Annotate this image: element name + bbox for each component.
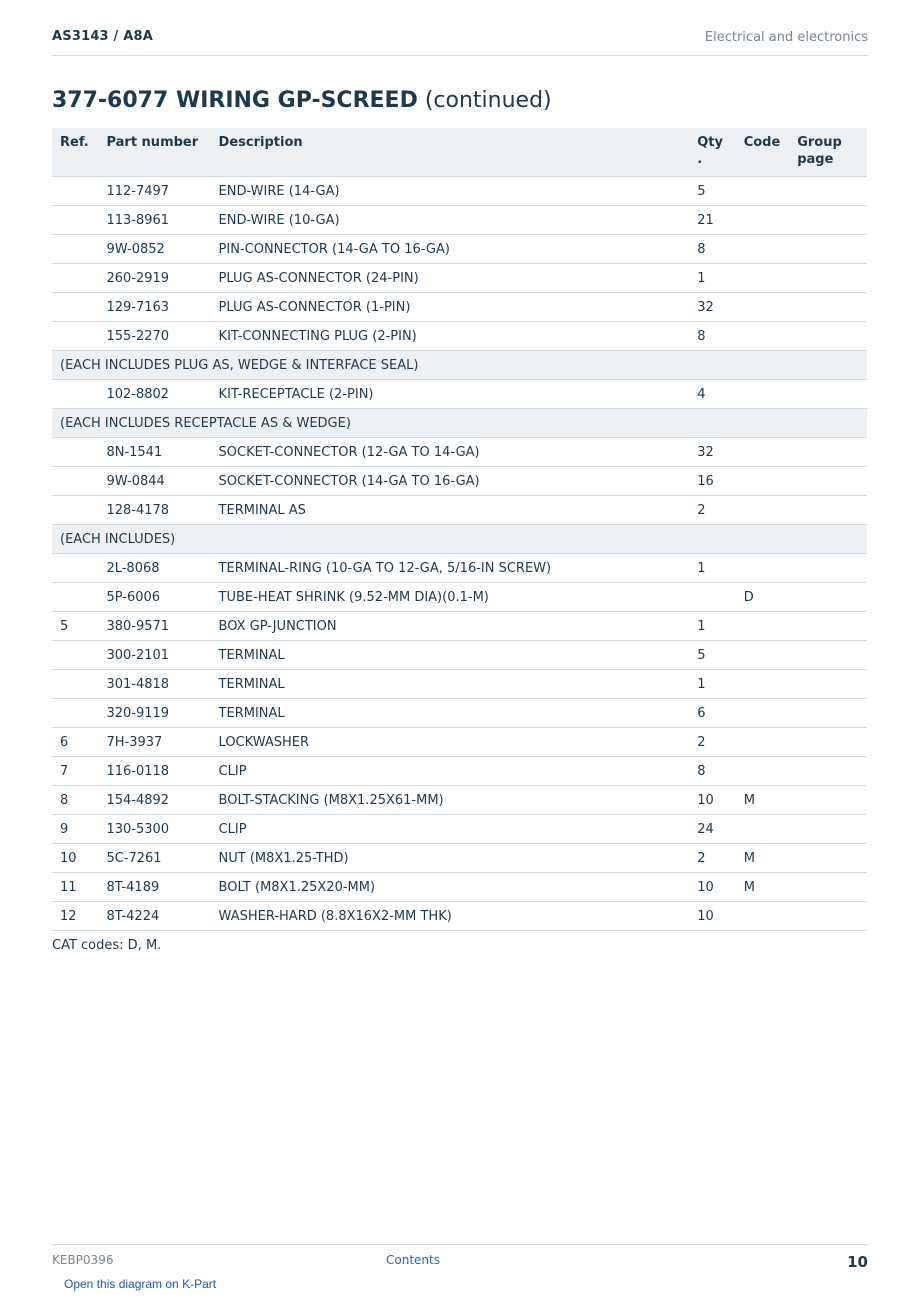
page-footer <box>52 1244 868 1295</box>
note-text: (EACH INCLUDES) <box>52 525 867 554</box>
cell-qty: 5 <box>689 641 735 670</box>
table-body <box>52 177 867 931</box>
cell-qty: 1 <box>689 554 735 583</box>
cell-qty: 2 <box>689 496 735 525</box>
cell-group-page <box>789 815 867 844</box>
contents-link[interactable]: Contents <box>386 1253 440 1267</box>
cell-code <box>736 902 790 931</box>
cell-part-number: 5C-7261 <box>98 844 210 873</box>
table-row <box>52 554 867 583</box>
table-row <box>52 264 867 293</box>
cell-qty: 10 <box>689 873 735 902</box>
cell-code <box>736 235 790 264</box>
cell-description: SOCKET-CONNECTOR (14-GA TO 16-GA) <box>211 467 690 496</box>
cell-group-page <box>789 380 867 409</box>
cell-description: BOLT-STACKING (M8X1.25X61-MM) <box>211 786 690 815</box>
document-id: AS3143 / A8A <box>52 29 153 44</box>
cell-code <box>736 757 790 786</box>
table-row <box>52 293 867 322</box>
cell-group-page <box>789 177 867 206</box>
table-row <box>52 438 867 467</box>
cell-description: PLUG AS-CONNECTOR (1-PIN) <box>211 293 690 322</box>
cell-qty: 1 <box>689 670 735 699</box>
cell-qty: 10 <box>689 902 735 931</box>
cell-code: M <box>736 786 790 815</box>
cell-part-number: 112-7497 <box>98 177 210 206</box>
cell-description: CLIP <box>211 757 690 786</box>
cell-part-number: 116-0118 <box>98 757 210 786</box>
table-row <box>52 815 867 844</box>
cell-part-number: 5P-6006 <box>98 583 210 612</box>
table-row <box>52 873 867 902</box>
cell-description: PIN-CONNECTOR (14-GA TO 16-GA) <box>211 235 690 264</box>
cell-qty: 4 <box>689 380 735 409</box>
cell-group-page <box>789 583 867 612</box>
cell-qty <box>689 583 735 612</box>
cell-ref <box>52 699 98 728</box>
cell-ref <box>52 380 98 409</box>
cell-code <box>736 293 790 322</box>
cell-description: BOLT (M8X1.25X20-MM) <box>211 873 690 902</box>
table-row <box>52 641 867 670</box>
cell-description: TERMINAL <box>211 641 690 670</box>
section-name: Electrical and electronics <box>704 30 868 45</box>
cell-part-number: 8N-1541 <box>98 438 210 467</box>
page-header <box>52 27 868 56</box>
cat-codes-note: CAT codes: D, M. <box>52 938 162 953</box>
cell-group-page <box>789 786 867 815</box>
table-row <box>52 467 867 496</box>
cell-code: M <box>736 873 790 902</box>
cell-part-number: 9W-0844 <box>98 467 210 496</box>
cell-ref: 11 <box>52 873 98 902</box>
cell-ref <box>52 206 98 235</box>
cell-part-number: 300-2101 <box>98 641 210 670</box>
cell-ref <box>52 438 98 467</box>
cell-group-page <box>789 757 867 786</box>
cell-part-number: 130-5300 <box>98 815 210 844</box>
table-row <box>52 206 867 235</box>
cell-group-page <box>789 902 867 931</box>
cell-part-number: 2L-8068 <box>98 554 210 583</box>
cell-ref <box>52 177 98 206</box>
open-diagram-link[interactable]: Open this diagram on K-Part <box>64 1277 217 1291</box>
cell-group-page <box>789 641 867 670</box>
table-row <box>52 235 867 264</box>
cell-qty: 6 <box>689 699 735 728</box>
cell-qty: 8 <box>689 322 735 351</box>
cell-description: PLUG AS-CONNECTOR (24-PIN) <box>211 264 690 293</box>
cell-code <box>736 177 790 206</box>
cell-description: TERMINAL AS <box>211 496 690 525</box>
cell-description: TERMINAL-RING (10-GA TO 12-GA, 5/16-IN SCREW) <box>211 554 690 583</box>
cell-ref <box>52 496 98 525</box>
cell-ref <box>52 293 98 322</box>
cell-group-page <box>789 699 867 728</box>
table-note-row <box>52 409 867 438</box>
cell-group-page <box>789 293 867 322</box>
cell-part-number: 128-4178 <box>98 496 210 525</box>
cell-qty: 1 <box>689 612 735 641</box>
cell-qty: 5 <box>689 177 735 206</box>
cell-part-number: 129-7163 <box>98 293 210 322</box>
cell-description: CLIP <box>211 815 690 844</box>
cell-group-page <box>789 322 867 351</box>
parts-table <box>52 128 867 931</box>
column-header-qty: Qty . <box>689 128 735 177</box>
table-row <box>52 177 867 206</box>
cell-ref: 7 <box>52 757 98 786</box>
cell-group-page <box>789 844 867 873</box>
cell-group-page <box>789 206 867 235</box>
table-row <box>52 380 867 409</box>
cell-part-number: 7H-3937 <box>98 728 210 757</box>
cell-code <box>736 815 790 844</box>
table-row <box>52 670 867 699</box>
cell-description: LOCKWASHER <box>211 728 690 757</box>
cell-qty: 8 <box>689 235 735 264</box>
cell-ref <box>52 670 98 699</box>
cell-group-page <box>789 873 867 902</box>
cell-part-number: 301-4818 <box>98 670 210 699</box>
cell-part-number: 155-2270 <box>98 322 210 351</box>
table-row <box>52 844 867 873</box>
cell-ref: 10 <box>52 844 98 873</box>
cell-qty: 32 <box>689 438 735 467</box>
cell-code <box>736 322 790 351</box>
cell-description: KIT-RECEPTACLE (2-PIN) <box>211 380 690 409</box>
column-header-group-page: Group page <box>789 128 867 177</box>
cell-description: WASHER-HARD (8.8X16X2-MM THK) <box>211 902 690 931</box>
cell-part-number: 102-8802 <box>98 380 210 409</box>
cell-qty: 2 <box>689 728 735 757</box>
table-row <box>52 496 867 525</box>
cell-group-page <box>789 670 867 699</box>
cell-description: END-WIRE (10-GA) <box>211 206 690 235</box>
cell-qty: 8 <box>689 757 735 786</box>
cell-qty: 24 <box>689 815 735 844</box>
cell-part-number: 9W-0852 <box>98 235 210 264</box>
cell-group-page <box>789 496 867 525</box>
cell-group-page <box>789 235 867 264</box>
cell-description: SOCKET-CONNECTOR (12-GA TO 14-GA) <box>211 438 690 467</box>
cell-description: TUBE-HEAT SHRINK (9.52-MM DIA)(0.1-M) <box>211 583 690 612</box>
title-main: 377-6077 WIRING GP-SCREED <box>52 88 418 113</box>
note-text: (EACH INCLUDES PLUG AS, WEDGE & INTERFACE SEAL) <box>52 351 867 380</box>
cell-code <box>736 612 790 641</box>
cell-group-page <box>789 728 867 757</box>
table-row <box>52 902 867 931</box>
cell-description: BOX GP-JUNCTION <box>211 612 690 641</box>
cell-code <box>736 206 790 235</box>
cell-code <box>736 264 790 293</box>
cell-code <box>736 380 790 409</box>
column-header-part-number: Part number <box>98 128 210 177</box>
cell-qty: 21 <box>689 206 735 235</box>
cell-ref <box>52 554 98 583</box>
cell-qty: 10 <box>689 786 735 815</box>
page-number: 10 <box>847 1253 868 1271</box>
cell-ref: 9 <box>52 815 98 844</box>
cell-part-number: 320-9119 <box>98 699 210 728</box>
cell-part-number: 154-4892 <box>98 786 210 815</box>
column-header-description: Description <box>211 128 690 177</box>
cell-part-number: 380-9571 <box>98 612 210 641</box>
cell-code <box>736 438 790 467</box>
cell-part-number: 260-2919 <box>98 264 210 293</box>
cell-ref <box>52 322 98 351</box>
document-code: KEBP0396 <box>52 1253 114 1267</box>
table-row <box>52 757 867 786</box>
table-row <box>52 728 867 757</box>
table-note-row <box>52 351 867 380</box>
cell-code: M <box>736 844 790 873</box>
cell-ref <box>52 235 98 264</box>
note-text: (EACH INCLUDES RECEPTACLE AS & WEDGE) <box>52 409 867 438</box>
table-row <box>52 786 867 815</box>
cell-group-page <box>789 612 867 641</box>
cell-ref: 12 <box>52 902 98 931</box>
cell-code <box>736 670 790 699</box>
table-row <box>52 583 867 612</box>
cell-group-page <box>789 467 867 496</box>
cell-ref <box>52 264 98 293</box>
cell-description: NUT (M8X1.25-THD) <box>211 844 690 873</box>
table-header-row <box>52 128 867 177</box>
cell-code <box>736 554 790 583</box>
cell-qty: 32 <box>689 293 735 322</box>
cell-part-number: 8T-4224 <box>98 902 210 931</box>
cell-qty: 2 <box>689 844 735 873</box>
page-title <box>52 88 552 113</box>
cell-part-number: 8T-4189 <box>98 873 210 902</box>
cell-group-page <box>789 264 867 293</box>
cell-code <box>736 641 790 670</box>
cell-description: KIT-CONNECTING PLUG (2-PIN) <box>211 322 690 351</box>
table-row <box>52 699 867 728</box>
table-note-row <box>52 525 867 554</box>
cell-code <box>736 496 790 525</box>
cell-description: TERMINAL <box>211 699 690 728</box>
column-header-code: Code <box>736 128 790 177</box>
cell-description: END-WIRE (14-GA) <box>211 177 690 206</box>
cell-group-page <box>789 438 867 467</box>
column-header-ref: Ref. <box>52 128 98 177</box>
cell-code <box>736 699 790 728</box>
cell-ref: 8 <box>52 786 98 815</box>
cell-ref <box>52 467 98 496</box>
cell-code: D <box>736 583 790 612</box>
cell-ref: 5 <box>52 612 98 641</box>
cell-code <box>736 728 790 757</box>
cell-ref <box>52 641 98 670</box>
cell-ref: 6 <box>52 728 98 757</box>
table-row <box>52 612 867 641</box>
cell-description: TERMINAL <box>211 670 690 699</box>
cell-code <box>736 467 790 496</box>
cell-qty: 16 <box>689 467 735 496</box>
cell-part-number: 113-8961 <box>98 206 210 235</box>
cell-ref <box>52 583 98 612</box>
cell-qty: 1 <box>689 264 735 293</box>
title-suffix: (continued) <box>417 88 552 113</box>
cell-group-page <box>789 554 867 583</box>
table-row <box>52 322 867 351</box>
